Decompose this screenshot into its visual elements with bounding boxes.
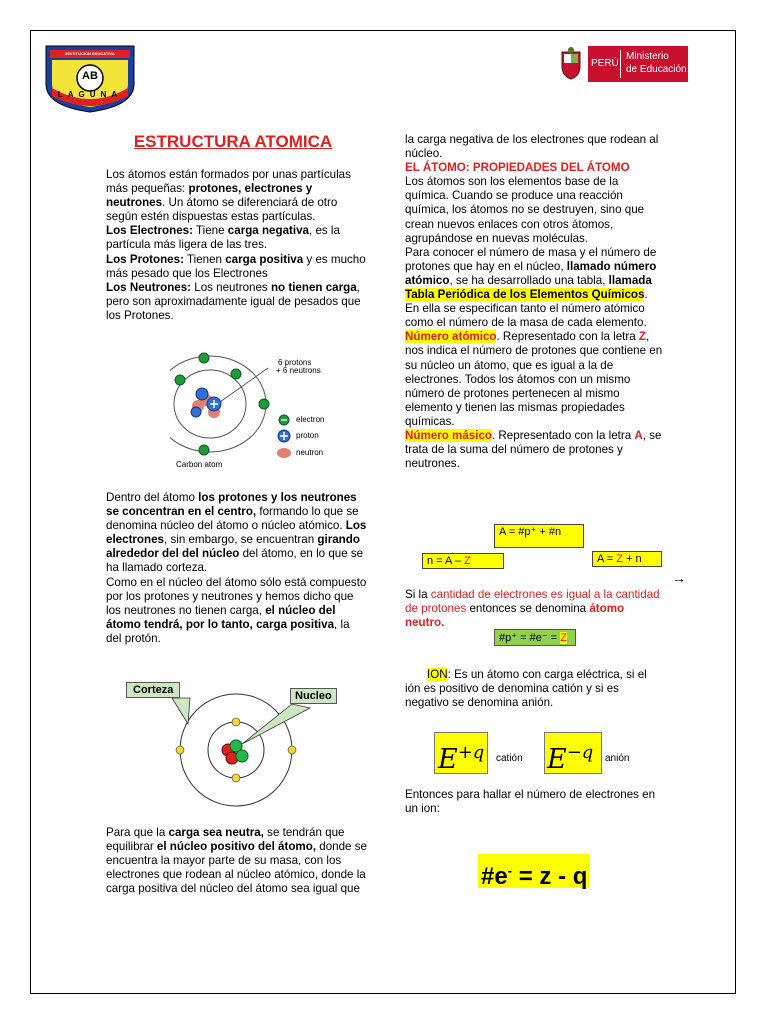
page-title: ESTRUCTURA ATOMICA xyxy=(133,132,333,151)
arrow-icon: → xyxy=(672,570,686,586)
school-logo xyxy=(44,44,136,114)
protons-paragraph: Los Protones: Tienen carga positiva y es mucho más pesado que los Electrones xyxy=(106,252,366,280)
intro-paragraph: Los átomos están formados por unas partículas más pequeñas: protones, electrones y neutrones. Un átomo se diferenciará de otro según estén dispuestas estas partículas. xyxy=(106,168,351,224)
nucleus-paragraph: Dentro del átomo los protones y los neutrones se concentran en el centro, formando lo que se denomina núcleo del átomo o núcleo atómico. Los electrones, sin embargo, se encuentran girando alrededor del del núcleo del átomo, en lo que se ha llamado corteza. xyxy=(106,491,367,575)
electron-count-text xyxy=(405,788,663,816)
neutron-formula: n = A – Z xyxy=(422,553,504,569)
left-middle-text xyxy=(106,491,368,646)
ion-paragraph: ION: Es un átomo con carga eléctrica, si el ión es positivo de denomina catión y si es negativo se denomina anión. xyxy=(405,668,647,710)
badge-monogram: AB xyxy=(82,70,98,82)
electron-count-paragraph: Entonces para hallar el número de electrones en un ion: xyxy=(405,788,656,816)
neutral-charge-paragraph: Para que la carga sea neutra, se tendrán que equilibrar el núcleo positivo del átomo, donde se encuentra la mayor parte de su masa, con los electrones que rodean al núcleo atómico, donde la carga positiva del núcleo del átomo sea igual que xyxy=(106,826,367,896)
legend-proton: proton xyxy=(296,431,319,440)
ministry-country: PERÚ xyxy=(591,58,619,69)
neutral-atom-formula: #p⁺ = #e⁻ = Z xyxy=(494,629,576,646)
periodic-table-paragraph: Para conocer el número de masa y el número de protones que hay en el núcleo, llamado número atómico, se ha desarrollado una tabla, llamada Tabla Periódica de los Elementos Químicos. En ella se especifican tanto el número atómico como el número de la masa de cada elemento. xyxy=(405,245,657,330)
nucleus-label-neutrons: + 6 neutrons xyxy=(276,366,321,375)
carbon-atom-diagram xyxy=(170,350,370,472)
nucleus-label-protons: 6 protons xyxy=(278,358,312,367)
legend-electron: electron xyxy=(296,415,325,424)
badge-top-text: INSTITUCION EDUCATIVA xyxy=(65,51,115,56)
ion-text xyxy=(405,668,663,710)
mass-sum-formula: A = Z + n xyxy=(592,551,662,567)
left-bottom-text xyxy=(106,826,368,896)
neutrons-paragraph: Los Neutrones: Los neutrones no tienen carga, pero son aproximadamente igual de pesados que los Protones. xyxy=(106,280,361,322)
atoms-base-paragraph: Los átomos son los elementos base de la química. Cuando se produce una reacción química, los átomos no se destruyen, sino que crean nuevos enlaces con otros átomos, agrupándose en nuevas moléculas. xyxy=(405,175,645,245)
cation-label: catión xyxy=(496,753,523,764)
ministry-logo xyxy=(556,44,690,86)
electrons-paragraph: Los Electrones: Tiene carga negativa, es la partícula más ligera de las tres. xyxy=(106,224,340,252)
mass-number-formula: A = #p⁺ + #n xyxy=(494,524,584,548)
nucleo-label: Nucleo xyxy=(290,688,337,704)
anion-symbol: $E^{-q}$ xyxy=(547,742,594,775)
ministry-line1: Ministerio xyxy=(626,51,669,62)
left-intro xyxy=(106,168,368,323)
peru-shield-icon xyxy=(558,46,584,80)
corteza-label: Corteza xyxy=(126,682,180,698)
mass-number-paragraph: Número másico. Representado con la letra A, se trata de la suma del número de protones y neutrones. xyxy=(405,428,662,471)
corteza-nucleo-diagram xyxy=(120,678,370,810)
right-continuation: la carga negativa de los electrones que rodean al núcleo. xyxy=(405,133,659,161)
legend-neutron: neutron xyxy=(296,448,324,457)
right-top-text xyxy=(405,133,663,471)
atomic-number-paragraph: Número atómico. Representado con la letra Z, nos indica el número de protones que contiene en su núcleo un átomo, que es igual a la de electrones. Todos los átomos con un mismo número de protones pertenecen al mismo elemento y tienen las mismas propiedades químicas. xyxy=(405,330,663,428)
cation-symbol: $E^{+q}$ xyxy=(438,742,485,775)
neutral-atom-paragraph: Si la cantidad de electrones es igual a la cantidad de protones entonces se denomina átomo neutro. xyxy=(405,588,660,630)
anion-label: anión xyxy=(605,753,630,764)
properties-heading: EL ÁTOMO: PROPIEDADES DEL ÁTOMO xyxy=(405,161,630,175)
badge-bottom-text: LAGUNA xyxy=(57,90,123,99)
atom-caption: Carbon atom xyxy=(176,460,223,469)
ministry-line2: de Educación xyxy=(626,64,687,75)
positive-nucleus-paragraph: Como en el núcleo del átomo sólo está compuesto por los protones y neutrones y hemos dicho que los neutrones no tienen carga, el núcleo del átomo tendrá, por lo tanto, carga positiva, la del protón. xyxy=(106,575,367,645)
neutral-atom-text xyxy=(405,588,663,630)
electron-count-formula: #e- = z - q xyxy=(478,854,590,888)
